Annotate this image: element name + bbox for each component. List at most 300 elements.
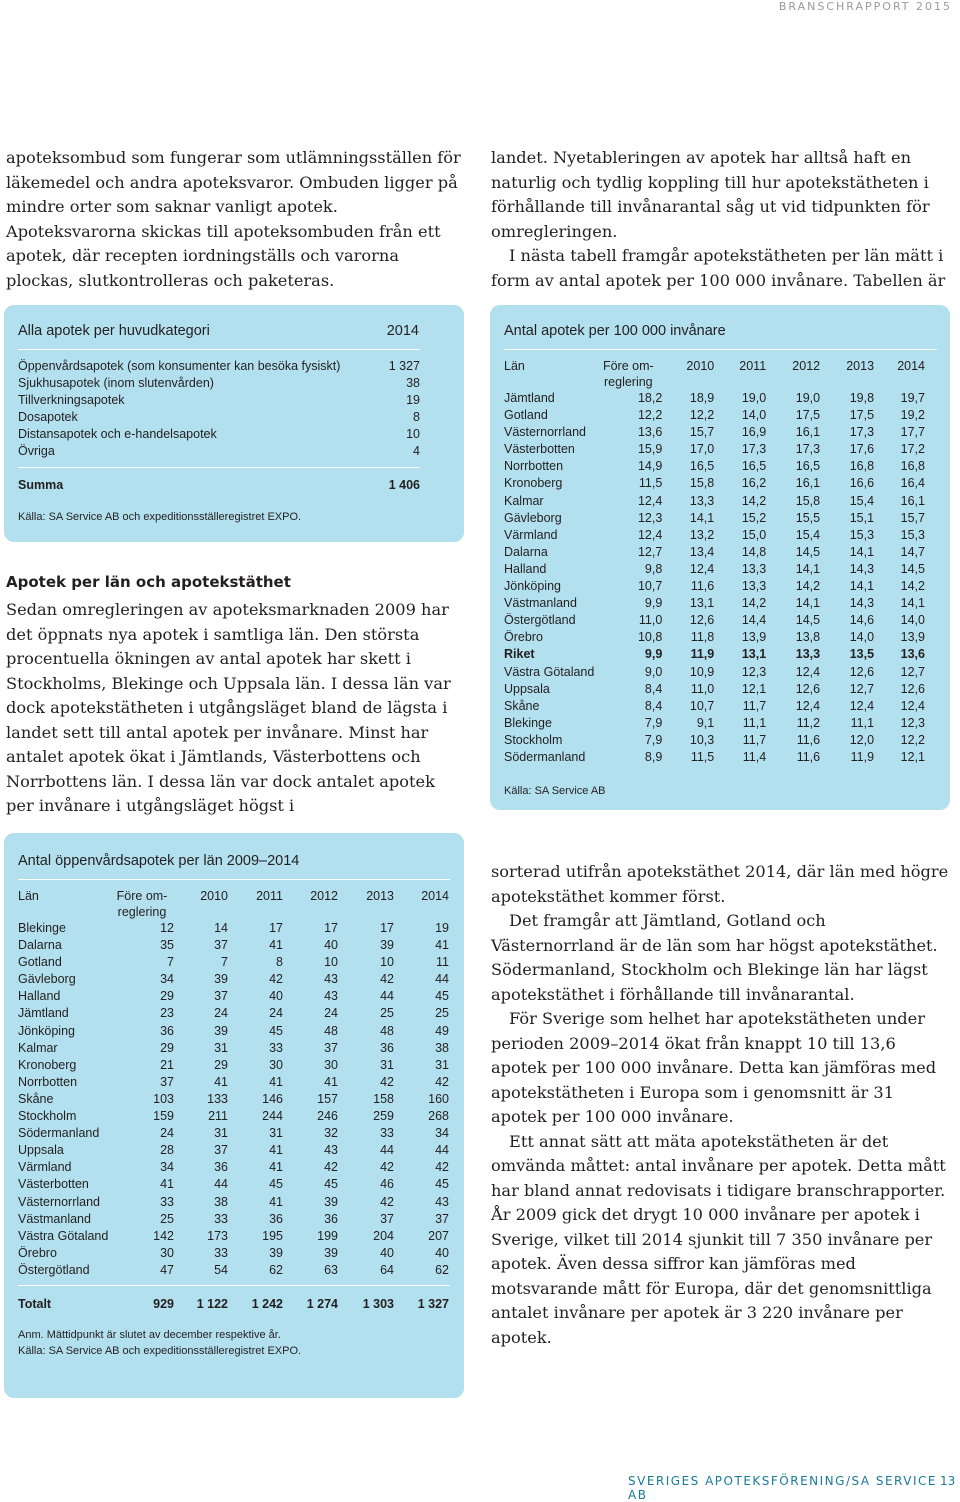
lan-name: Riket [504,647,535,662]
value-cell: 12,6 [689,613,715,628]
value-cell: 41 [269,1194,283,1209]
value-cell: 13,9 [900,630,925,645]
categories-source: Källa: SA Service AB och expeditionsställeregistret EXPO. [18,511,302,523]
count-table-title: Antal öppenvårdsapotek per län 2009–2014 [18,853,300,869]
value-cell: 12,2 [689,408,715,423]
value-cell: 37 [380,1211,394,1226]
value-cell: 14,1 [849,579,875,594]
value-cell: 211 [208,1109,228,1124]
value-cell: 16,5 [795,459,821,474]
value-cell: 11,8 [690,630,715,645]
value-cell: 45 [435,989,449,1004]
value-cell: 12,4 [849,698,875,713]
value-cell: 14,0 [849,630,875,645]
value-cell: 40 [269,989,283,1004]
table-row [18,1228,449,1245]
lan-name: Skåne [18,1091,54,1106]
table-row [504,424,925,441]
column-header: 2013 [846,359,875,373]
lan-name: Gävleborg [504,510,562,525]
value-cell: 47 [160,1262,174,1277]
value-cell: 12,0 [849,732,875,747]
value-cell: 17,7 [900,425,925,440]
lan-name: Värmland [18,1160,72,1175]
value-cell: 12,6 [900,681,925,696]
value-cell: 13,1 [689,596,715,611]
value-cell: 48 [380,1023,394,1038]
value-cell: 36 [160,1023,174,1038]
value-cell: 45 [269,1177,283,1192]
value-cell: 16,2 [741,476,767,491]
table-row [18,1057,449,1074]
value-cell: 15,5 [795,510,821,525]
value-cell: 11,9 [690,647,715,662]
value-cell: 14,1 [795,596,821,611]
value-cell: 42 [324,1160,338,1175]
value-cell: 25 [160,1211,174,1226]
value-cell: 34 [160,972,174,987]
column-header: Före om- reglering [602,359,654,389]
value-cell: 9,0 [644,664,663,679]
value-cell: 45 [269,1023,283,1038]
value-cell: 12,4 [795,698,821,713]
lan-name: Östergötland [18,1262,90,1277]
density-table-box [490,305,950,810]
value-cell: 17,3 [795,442,821,457]
value-cell: 19,2 [900,408,925,423]
value-cell: 11,1 [742,715,767,730]
value-cell: 1 303 [362,1296,394,1311]
value-cell: 41 [269,938,283,953]
table-row [18,1211,449,1228]
value-cell: 31 [214,1126,228,1141]
value-cell: 14,2 [900,579,925,594]
value-cell: 14,4 [741,613,767,628]
column-header: 2012 [310,889,338,903]
value-cell: 23 [160,1006,174,1021]
table-row [504,407,925,424]
table-row [18,358,420,375]
value-cell: 28 [160,1143,174,1158]
category-label: Dosapotek [18,410,78,425]
section-paragraph: Sedan omregleringen av apoteksmarknaden 2009 har det öppnats nya apotek i samtliga län. Den största procentuella ökningen av antal apotek har skett i Stockholms, Blekinge och Uppsala län. I dessa län var dock apotekstätheten i utgångsläget bland de lägsta i landet sett till antal apotek per invånare. Minst har antalet apotek ökat i Jämtlands, Västerbottens och Norrbottens län. I dessa län var dock antalet apotek per invånare i utgångsläget högst i [6,600,451,815]
value-cell: 19 [435,921,449,935]
value-cell: 46 [380,1177,394,1192]
lan-name: Västernorrland [504,425,586,440]
value-cell: 13,9 [741,630,767,645]
bottom-right-paragraph-2: Det framgår att Jämtland, Gotland och Västernorrland är de län som har högst apotekstäthet. Södermanland, Stockholm och Blekinge län har lägst apotekstäthet i förhållande till invånarantal. [491,911,938,1004]
value-cell: 7,9 [644,715,663,730]
value-cell: 15,3 [900,527,925,542]
value-cell: 14,5 [795,613,821,628]
value-cell: 29 [214,1057,228,1072]
value-cell: 44 [214,1177,228,1192]
value-cell: 12,4 [795,664,821,679]
table-row [504,390,925,407]
value-cell: 24 [160,1126,174,1141]
value-cell: 246 [317,1109,338,1124]
category-label: Övriga [18,444,55,459]
lan-name: Stockholm [18,1109,77,1124]
value-cell: 41 [435,938,449,953]
value-cell: 12,4 [900,698,925,713]
footer-publisher: SVERIGES APOTEKSFÖRENING/SA SERVICE AB [628,1474,937,1502]
table-row [18,1159,449,1176]
value-cell: 33 [269,1040,283,1055]
lan-name: Halland [504,561,547,576]
table-row [18,1091,449,1108]
lan-name: Dalarna [504,544,548,559]
header-row [18,889,449,920]
value-cell: 42 [435,1074,449,1089]
column-header: Före om- reglering [116,889,168,919]
lan-name: Uppsala [18,1143,64,1158]
value-cell: 54 [214,1262,228,1277]
value-cell: 49 [435,1023,449,1038]
value-cell: 16,6 [849,476,875,491]
value-cell: 42 [380,1160,394,1175]
value-cell: 39 [214,972,228,987]
table-row [504,595,925,612]
value-cell: 16,4 [900,476,925,491]
column-header: Län [504,359,525,373]
value-cell: 204 [373,1228,394,1243]
value-cell: 31 [214,1040,228,1055]
category-label: Öppenvårdsapotek (som konsumenter kan besöka fysiskt) [18,359,341,373]
table-row [18,1245,449,1262]
value-cell: 31 [269,1126,283,1141]
value-cell: 11,9 [850,749,875,764]
value-cell: 10,3 [689,732,715,747]
value-cell: 24 [324,1006,338,1021]
value-cell: 29 [160,989,174,1004]
column-header: 2011 [256,889,283,903]
table-row [504,578,925,595]
value-cell: 37 [435,1211,449,1226]
value-cell: 15,7 [900,510,925,525]
value-cell: 8,4 [644,698,663,713]
lan-name: Kronoberg [18,1057,77,1072]
page-number: 13 [940,1474,956,1488]
value-cell: 41 [269,1160,283,1175]
value-cell: 13,8 [795,630,821,645]
value-cell: 39 [324,1194,338,1209]
value-cell: 10 [380,955,394,970]
categories-total-value: 1 406 [388,478,420,492]
value-cell: 37 [214,989,228,1004]
column-header: 2013 [366,889,394,903]
lan-name: Totalt [18,1296,52,1311]
table-row [504,664,925,681]
value-cell: 24 [269,1006,283,1021]
table-row [504,441,925,458]
value-cell: 15,4 [795,527,821,542]
table-row [504,732,925,749]
lan-name: Jönköping [18,1023,75,1038]
value-cell: 40 [435,1245,449,1260]
value-cell: 42 [380,972,394,987]
divider [18,467,420,468]
value-cell: 13,3 [741,579,767,594]
value-cell: 19,0 [795,391,821,405]
value-cell: 12,2 [637,408,663,423]
value-cell: 30 [324,1057,338,1072]
value-cell: 12,7 [849,681,875,696]
value-cell: 11 [436,955,449,970]
value-cell: 9,9 [644,596,663,611]
lan-name: Västra Götaland [504,664,595,679]
value-cell: 8,9 [644,749,663,764]
value-cell: 10 [324,955,338,970]
table-row [18,1176,449,1193]
lan-name: Västernorrland [18,1194,100,1209]
value-cell: 173 [207,1228,228,1243]
column-header: 2012 [792,359,821,373]
value-cell: 12,4 [637,493,663,508]
intro-right-paragraph-2: I nästa tabell framgår apotekstätheten per län mätt i form av antal apotek per 100 000 invånare. Tabellen är [491,246,946,290]
value-cell: 40 [380,1245,394,1260]
value-cell: 929 [153,1296,174,1311]
value-cell: 16,9 [741,425,767,440]
value-cell: 11,6 [796,732,821,747]
table-row [504,698,925,715]
value-cell: 39 [214,1023,228,1038]
value-cell: 15,8 [689,476,715,491]
value-cell: 42 [380,1194,394,1209]
count-table [18,889,449,1313]
bottom-right-paragraph-1: sorterad utifrån apotekstäthet 2014, där län med högre apotekstäthet kommer först. [491,862,949,906]
value-cell: 30 [269,1057,283,1072]
value-cell: 17,5 [795,408,821,423]
value-cell: 62 [269,1262,283,1277]
value-cell: 16,8 [900,459,925,474]
table-row [504,493,925,510]
value-cell: 17 [380,921,394,935]
value-cell: 17,3 [741,442,767,457]
table-row [504,681,925,698]
table-row [18,409,420,426]
table-row [504,715,925,732]
bottom-right-text [491,860,953,1350]
value-cell: 14,1 [849,544,875,559]
value-cell: 17,2 [900,442,925,457]
value-cell: 15,7 [689,425,715,440]
value-cell: 160 [428,1091,449,1106]
value-cell: 45 [435,1177,449,1192]
value-cell: 43 [324,972,338,987]
value-cell: 195 [262,1228,283,1243]
value-cell: 9,8 [644,561,663,576]
intro-right-paragraph-1: landet. Nyetableringen av apotek har alltså haft en naturlig och tydlig koppling till hur apotekstätheten i förhållande till invånarantal såg ut vid tidpunkten för omregleringen. [491,148,930,241]
density-table-title: Antal apotek per 100 000 invånare [504,323,726,339]
value-cell: 12,6 [795,681,821,696]
value-cell: 142 [153,1228,174,1243]
value-cell: 44 [380,989,394,1004]
value-cell: 244 [262,1109,283,1124]
lan-name: Norrbotten [18,1074,78,1089]
lan-name: Jämtland [504,391,555,405]
lan-name: Örebro [504,630,543,645]
value-cell: 146 [262,1091,283,1106]
value-cell: 12,3 [741,664,767,679]
category-label: Distansapotek och e-handelsapotek [18,427,217,442]
table-row [18,937,449,954]
count-table-box [4,833,464,1398]
section-heading: Apotek per län och apotekstäthet [6,573,291,591]
value-cell: 133 [207,1091,228,1106]
value-cell: 11,4 [742,749,767,764]
category-value: 19 [406,393,420,408]
value-cell: 14,1 [900,596,925,611]
categories-table-year: 2014 [386,323,419,339]
value-cell: 14,0 [741,408,767,423]
divider [18,879,450,880]
value-cell: 41 [269,1074,283,1089]
lan-name: Jämtland [18,1006,69,1021]
bottom-right-paragraph-3: För Sverige som helhet har apotekstätheten under perioden 2009–2014 ökat från knappt 10 till 13,6 apotek per 100 000 invånare. Detta kan jämföras med apotekstätheten i Europa som i genomsnitt är 31 apotek per 100 000 invånare. [491,1009,937,1126]
value-cell: 1 242 [251,1296,283,1311]
table-row [504,475,925,492]
lan-name: Gävleborg [18,972,76,987]
value-cell: 11,0 [690,681,715,696]
lan-name: Västmanland [18,1211,91,1226]
value-cell: 36 [324,1211,338,1226]
lan-name: Östergötland [504,613,576,628]
categories-table-box [4,305,464,542]
value-cell: 13,5 [849,647,875,662]
value-cell: 17 [269,921,283,935]
value-cell: 11,7 [742,698,767,713]
value-cell: 157 [317,1091,338,1106]
value-cell: 1 274 [306,1296,338,1311]
running-title: BRANSCHRAPPORT 2015 [778,0,952,13]
value-cell: 31 [380,1057,394,1072]
lan-name: Skåne [504,698,540,713]
value-cell: 12,2 [900,732,925,747]
value-cell: 18,9 [689,391,715,405]
value-cell: 39 [380,938,394,953]
value-cell: 42 [269,972,283,987]
value-cell: 14,7 [900,544,925,559]
value-cell: 11,1 [850,715,875,730]
value-cell: 15,1 [849,510,875,525]
table-row [18,954,449,971]
value-cell: 8 [276,955,283,970]
value-cell: 268 [428,1109,449,1124]
value-cell: 36 [269,1211,283,1226]
value-cell: 10,8 [637,630,663,645]
table-row [18,426,420,443]
column-header: 2010 [686,359,715,373]
value-cell: 12,6 [849,664,875,679]
lan-name: Södermanland [504,749,586,764]
table-row [18,1040,449,1057]
table-row [18,443,420,460]
value-cell: 14 [214,921,228,935]
value-cell: 207 [428,1228,449,1243]
value-cell: 13,2 [689,527,715,542]
value-cell: 11,5 [638,476,663,491]
section-text [6,598,462,819]
value-cell: 12,4 [689,561,715,576]
value-cell: 13,1 [741,647,767,662]
value-cell: 12,7 [637,544,663,559]
value-cell: 12 [160,921,174,935]
table-row [504,612,925,629]
value-cell: 39 [324,1245,338,1260]
category-label: Tillverkningsapotek [18,393,125,408]
value-cell: 43 [324,989,338,1004]
count-source: Källa: SA Service AB och expeditionsställeregistret EXPO. [18,1345,302,1357]
value-cell: 14,3 [849,561,875,576]
table-row [504,527,925,544]
table-row [18,920,449,937]
value-cell: 33 [160,1194,174,1209]
value-cell: 36 [214,1160,228,1175]
value-cell: 11,6 [796,749,821,764]
lan-name: Kronoberg [504,476,563,491]
table-row [504,561,925,578]
value-cell: 37 [214,938,228,953]
value-cell: 40 [324,938,338,953]
value-cell: 12,1 [741,681,767,696]
value-cell: 41 [269,1143,283,1158]
value-cell: 259 [373,1109,394,1124]
value-cell: 31 [435,1057,449,1072]
summary-row [504,646,925,663]
value-cell: 39 [269,1245,283,1260]
category-value: 8 [413,410,420,425]
count-note: Anm. Mättidpunkt är slutet av december respektive år. [18,1329,281,1341]
value-cell: 16,1 [795,476,821,491]
category-value: 1 327 [388,359,420,373]
value-cell: 62 [435,1262,449,1277]
value-cell: 15,3 [849,527,875,542]
table-row [18,1005,449,1022]
value-cell: 9,9 [644,647,663,662]
table-row [18,1262,449,1279]
categories-table-title: Alla apotek per huvudkategori [18,323,210,339]
table-row [18,392,420,409]
value-cell: 12,7 [900,664,925,679]
value-cell: 10,9 [689,664,715,679]
value-cell: 9,1 [696,715,715,730]
divider [18,349,420,350]
value-cell: 17,3 [849,425,875,440]
value-cell: 12,3 [900,715,925,730]
value-cell: 42 [380,1074,394,1089]
column-header: 2011 [739,359,767,373]
divider [504,349,937,350]
value-cell: 16,5 [741,459,767,474]
value-cell: 13,6 [900,647,925,662]
column-header: 2014 [421,889,449,903]
table-row [18,1023,449,1040]
intro-right-text [491,146,953,293]
value-cell: 17,6 [849,442,875,457]
categories-table [18,358,420,461]
value-cell: 64 [380,1262,394,1277]
value-cell: 14,9 [637,459,663,474]
lan-name: Norrbotten [504,459,564,474]
value-cell: 37 [214,1143,228,1158]
value-cell: 159 [153,1109,174,1124]
table-row [504,544,925,561]
value-cell: 15,4 [849,493,875,508]
value-cell: 19,7 [900,391,925,405]
intro-left-text [6,146,462,293]
value-cell: 14,2 [741,493,767,508]
